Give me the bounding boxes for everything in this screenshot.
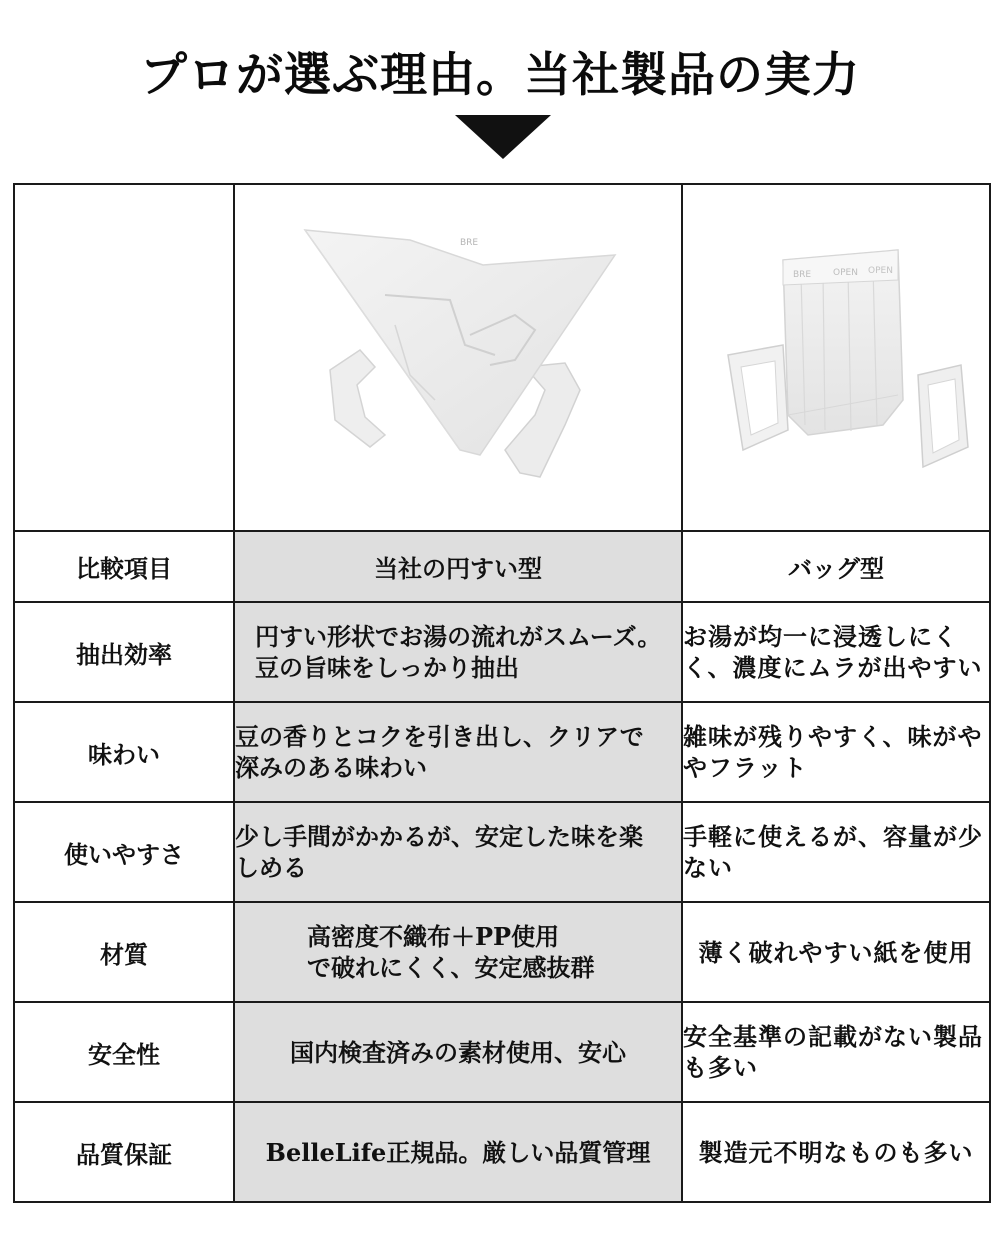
- bag-dripper-image: [683, 185, 989, 530]
- header-ours-cell: 当社の円すい型: [234, 531, 682, 602]
- ours-text-line: 豆の旨味をしっかり抽出: [255, 653, 519, 682]
- other-text-line: 雑味が残りやすく、味がや: [683, 722, 983, 751]
- header-other-cell: バッグ型: [682, 531, 990, 602]
- other-cell: [682, 902, 990, 1002]
- ours-cell: [234, 702, 682, 802]
- row-label: 品質保証: [14, 1102, 234, 1202]
- other-text-line: く、濃度にムラが出やすい: [683, 653, 983, 682]
- row-label: 使いやすさ: [14, 802, 234, 902]
- row-label: 抽出効率: [14, 602, 234, 702]
- other-print-text-1: BRE: [793, 270, 812, 280]
- header-row: [14, 531, 990, 602]
- header-label-cell: 比較項目: [14, 531, 234, 602]
- ours-text-line: 国内検査済みの素材使用、安心: [290, 1037, 626, 1067]
- ours-text-line: BelleLife正規品。厳しい品質管理: [265, 1137, 651, 1167]
- other-text-line: お湯が均一に浸透しにく: [683, 622, 958, 651]
- other-cell: [682, 602, 990, 702]
- row-extraction: [14, 602, 990, 702]
- empty-corner-cell: [14, 184, 234, 531]
- row-usability: [14, 802, 990, 902]
- other-text-line: 手軽に使えるが、容量が少: [683, 822, 983, 851]
- row-label: 材質: [14, 902, 234, 1002]
- other-text-line: も多い: [683, 1053, 758, 1082]
- row-label: 安全性: [14, 1002, 234, 1102]
- ours-cell: [234, 902, 682, 1002]
- other-image-cell: [682, 184, 990, 531]
- ours-print-text: BRE: [460, 238, 479, 248]
- page-title: プロが選ぶ理由。当社製品の実力: [140, 48, 860, 103]
- ours-text-line: 深みのある味わい: [235, 753, 427, 782]
- other-text-line: 薄く破れやすい紙を使用: [698, 937, 974, 967]
- row-quality: [14, 1102, 990, 1202]
- down-arrow-icon: [455, 115, 551, 159]
- ours-cell: [234, 802, 682, 902]
- other-text-line: 安全基準の記載がない製品: [683, 1022, 983, 1051]
- ours-text-line: 少し手間がかかるが、安定した味を楽: [235, 822, 643, 851]
- other-print-text-2: OPEN: [833, 268, 858, 278]
- ours-cell: [234, 602, 682, 702]
- other-text-line: ない: [683, 853, 733, 882]
- row-taste: [14, 702, 990, 802]
- ours-cell: [234, 1102, 682, 1202]
- ours-text-line: しめる: [235, 853, 307, 882]
- ours-text-line: で破れにくく、安定感抜群: [307, 953, 595, 982]
- ours-text-line: 高密度不織布＋PP使用: [307, 922, 560, 951]
- ours-text-line: 円すい形状でお湯の流れがスムーズ。: [255, 622, 662, 651]
- other-cell: [682, 1102, 990, 1202]
- row-material: [14, 902, 990, 1002]
- image-row: [14, 184, 990, 531]
- comparison-table: [13, 183, 991, 1203]
- row-safety: [14, 1002, 990, 1102]
- other-cell: [682, 1002, 990, 1102]
- cone-dripper-image: [235, 185, 681, 530]
- other-cell: [682, 802, 990, 902]
- row-label: 味わい: [14, 702, 234, 802]
- other-print-text-3: OPEN: [868, 266, 893, 276]
- other-cell: [682, 702, 990, 802]
- ours-cell: [234, 1002, 682, 1102]
- ours-text-line: 豆の香りとコクを引き出し、クリアで: [235, 722, 644, 751]
- other-text-line: やフラット: [683, 753, 808, 782]
- ours-image-cell: [234, 184, 682, 531]
- other-text-line: 製造元不明なものも多い: [698, 1137, 974, 1167]
